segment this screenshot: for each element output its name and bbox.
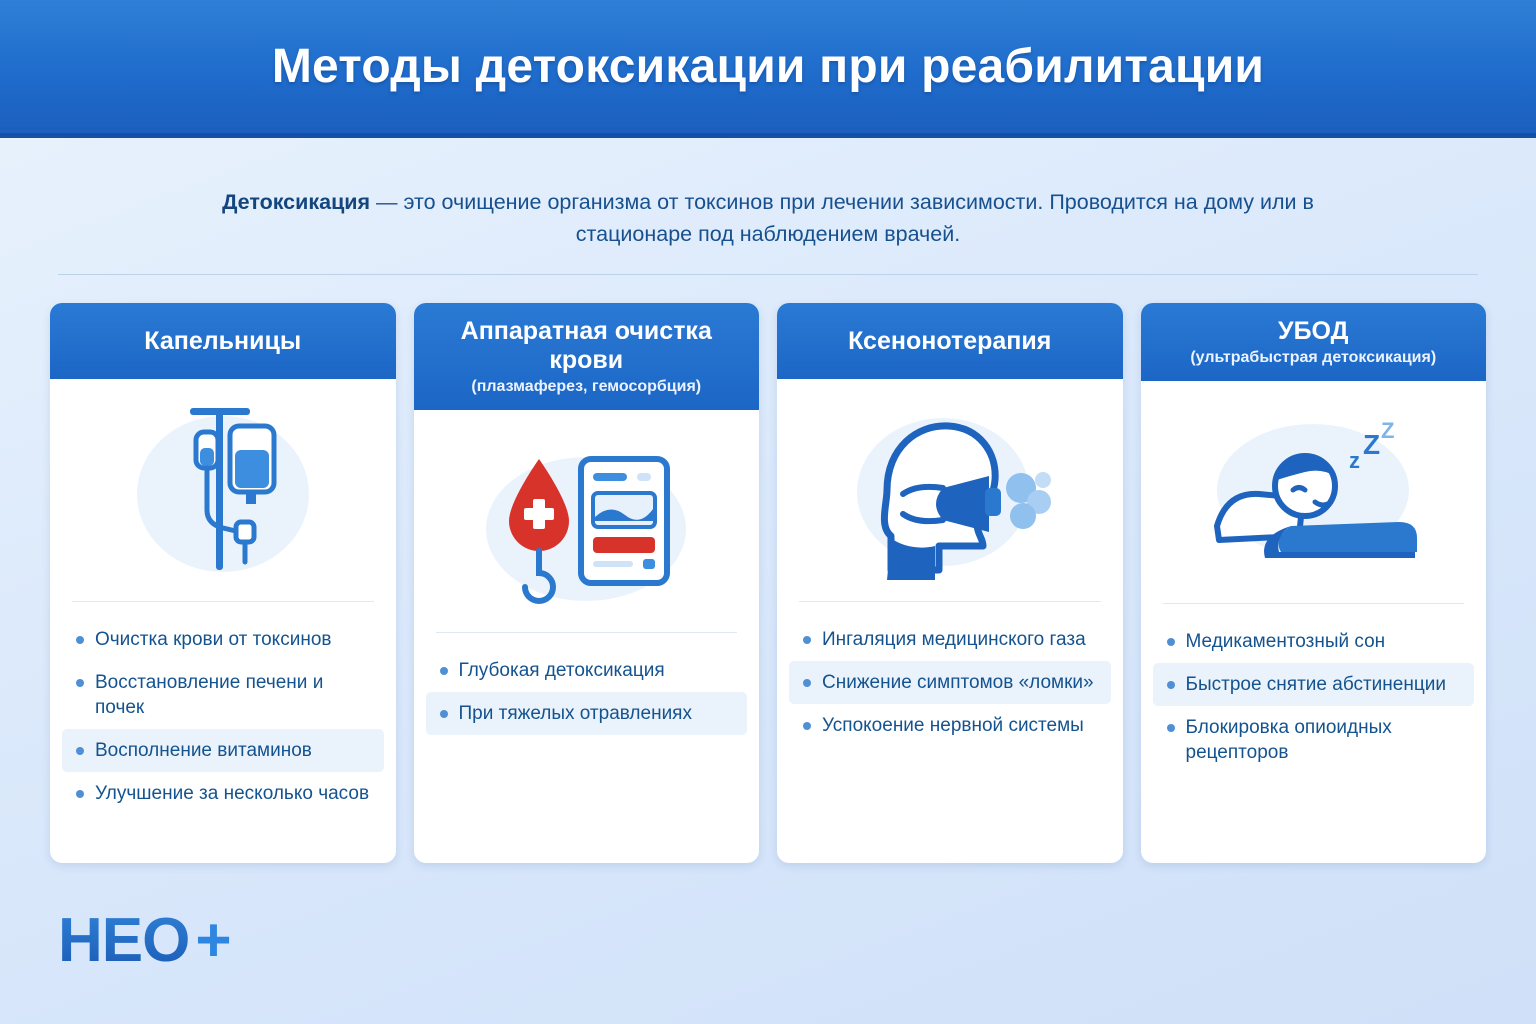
svg-text:Z: Z: [1363, 428, 1381, 460]
bullet-dot-icon: [440, 710, 448, 718]
svg-text:Z: Z: [1381, 417, 1395, 443]
method-cards: [0, 275, 1536, 863]
card-header: [414, 303, 760, 410]
card-bullet-list: [414, 633, 760, 757]
card-ubod: [1141, 303, 1487, 863]
list-item: [789, 618, 1111, 661]
bullet-text: Блокировка опиоидных рецепторов: [1185, 716, 1392, 763]
list-item: [62, 729, 384, 772]
card-bullet-list: [777, 602, 1123, 769]
list-item: [1153, 663, 1475, 706]
list-item: [1153, 620, 1475, 663]
bullet-dot-icon: [76, 747, 84, 755]
list-item: [789, 704, 1111, 747]
bullet-text: Медикаментозный сон: [1185, 630, 1386, 652]
bullet-dot-icon: [1167, 681, 1175, 689]
bullet-text: При тяжелых отравлениях: [458, 702, 692, 724]
list-item: [62, 618, 384, 661]
card-subtitle: (ультрабыстрая детоксикация): [1190, 348, 1437, 366]
bullet-text: Восстановление печени и почек: [95, 672, 324, 719]
bullet-dot-icon: [1167, 638, 1175, 646]
list-item: [426, 692, 748, 735]
page-header: [0, 0, 1536, 138]
bullet-text: Ингаляция медицинского газа: [822, 629, 1086, 650]
bullet-text: Успокоение нервной системы: [822, 715, 1084, 737]
bullet-text: Улучшение за несколько часов: [95, 783, 370, 805]
bullet-dot-icon: [76, 636, 84, 644]
bullet-dot-icon: [76, 790, 84, 798]
bullet-dot-icon: [440, 667, 448, 675]
bullet-text: Быстрое снятие абстиненции: [1185, 673, 1446, 695]
bullet-dot-icon: [1167, 724, 1175, 732]
brand-logo: [58, 906, 232, 975]
card-title: УБОД: [1278, 317, 1349, 345]
bullet-dot-icon: [803, 679, 811, 687]
bullet-text: Восполнение витаминов: [95, 740, 312, 762]
card-bullet-list: [1141, 604, 1487, 796]
card-header: [1141, 303, 1487, 381]
card-title: Ксенонотерапия: [848, 326, 1052, 355]
card-bullet-list: [50, 602, 396, 837]
inhalation-mask-icon: [777, 379, 1123, 601]
page-title: Методы детоксикации при реабилитации: [271, 40, 1265, 93]
brand-logo-plus-icon: +: [195, 906, 232, 975]
card-header: [50, 303, 396, 379]
iv-drip-icon: [50, 379, 396, 601]
card-subtitle: (плазмаферез, гемосорбция): [471, 377, 702, 395]
card-title: Капельницы: [144, 326, 302, 355]
card-droppers: [50, 303, 396, 863]
intro-rest-text: — это очищение организма от токсинов при лечении зависимости. Проводится на дому или в стационаре под наблюдением врачей.: [370, 189, 1314, 246]
card-title: Аппаратная очистка крови: [460, 317, 712, 374]
bullet-dot-icon: [803, 722, 811, 730]
card-header: [777, 303, 1123, 379]
bullet-text: Глубокая детоксикация: [458, 659, 665, 681]
card-xenon-therapy: [777, 303, 1123, 863]
intro-lead-term: Детоксикация: [222, 189, 371, 214]
bullet-text: Снижение симптомов «ломки»: [822, 672, 1094, 694]
bullet-text: Очистка крови от токсинов: [95, 629, 332, 650]
brand-logo-text: HEO: [58, 906, 190, 975]
svg-text:z: z: [1349, 447, 1361, 473]
sleeping-patient-icon: [1141, 381, 1487, 603]
intro-paragraph: [180, 186, 1356, 251]
list-item: [62, 661, 384, 729]
card-hardware-blood-cleaning: [414, 303, 760, 863]
blood-drop-machine-icon: [414, 410, 760, 632]
intro-section: [0, 138, 1536, 250]
list-item: [1153, 706, 1475, 774]
bullet-dot-icon: [803, 636, 811, 644]
list-item: [789, 661, 1111, 704]
list-item: [426, 649, 748, 692]
bullet-dot-icon: [76, 679, 84, 687]
list-item: [62, 772, 384, 815]
